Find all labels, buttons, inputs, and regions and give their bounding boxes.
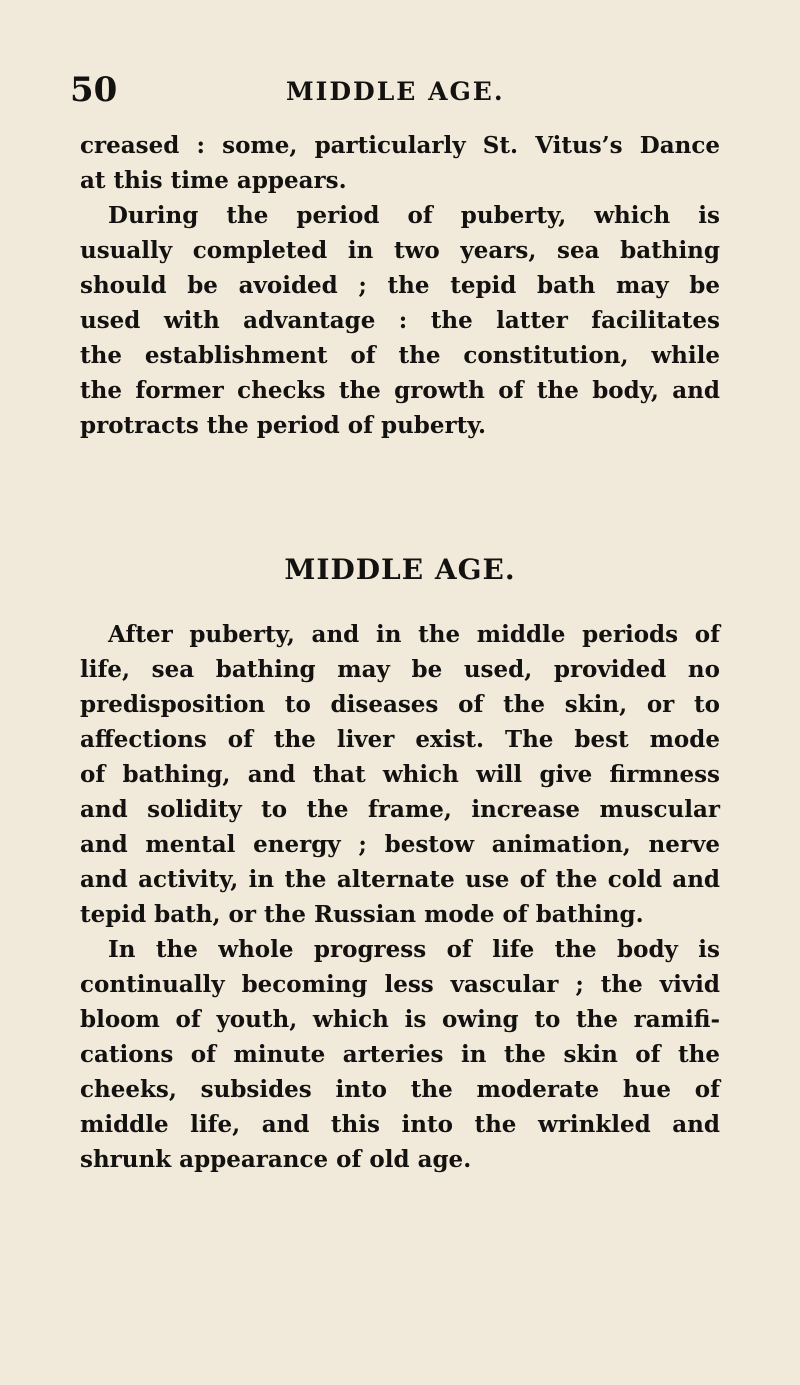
text-line: affections of the liver exist. The best mode [80,726,720,753]
running-head: MIDDLE AGE. [286,77,505,106]
text-line: life, sea bathing may be used, provided no [80,656,720,683]
text-line: should be avoided ; the tepid bath may be [80,272,720,299]
text-line: tepid bath, or the Russian mode of bathing. [80,901,644,928]
text-line: shrunk appearance of old age. [80,1146,472,1173]
text-line: continually becoming less vascular ; the vivid [80,971,720,998]
text-line: In the whole progress of life the body is [108,936,720,963]
text-line: of bathing, and that which will give firmness [80,761,720,788]
text-line: usually completed in two years, sea bathing [80,237,720,264]
page-header [70,70,740,110]
text-line: and mental energy ; bestow animation, nerve [80,831,720,858]
text-line: After puberty, and in the middle periods of [108,621,720,648]
text-line: cations of minute arteries in the skin of the [80,1041,720,1068]
text-line: at this time appears. [80,167,347,194]
text-line: used with advantage : the latter facilitates [80,307,720,334]
text-line: predisposition to diseases of the skin, or to [80,691,720,718]
text-line: the establishment of the constitution, while [80,342,720,369]
section-heading: MIDDLE AGE. [284,553,516,586]
text-line: bloom of youth, which is owing to the ramifi- [80,1006,720,1033]
text-block-middle-age [80,617,720,1177]
text-block-continuation [80,128,720,443]
text-line: the former checks the growth of the body, and [80,377,720,404]
text-line: protracts the period of puberty. [80,412,486,439]
text-line: cheeks, subsides into the moderate hue of [80,1076,720,1103]
text-line: During the period of puberty, which is [108,202,720,229]
text-line: creased : some, particularly St. Vitus’s Dance [80,132,720,159]
page-number: 50 [70,70,118,110]
text-line: middle life, and this into the wrinkled and [80,1111,720,1138]
text-line: and solidity to the frame, increase muscular [80,796,720,823]
text-line: and activity, in the alternate use of the cold and [80,866,720,893]
